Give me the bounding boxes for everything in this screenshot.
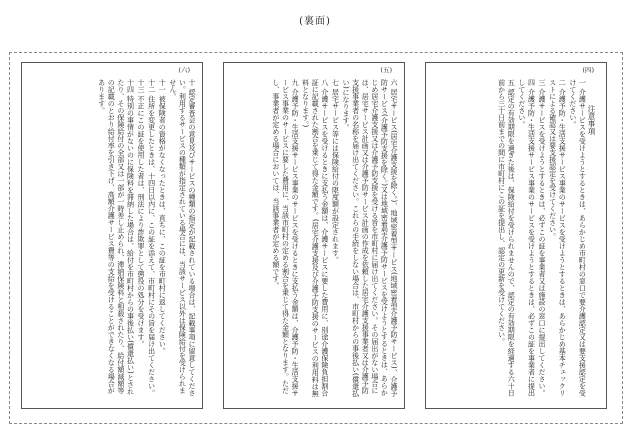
notice-item: 十四 特別の事情がないのに保険料を滞納した場合は、給付を市町村からの事後払い(償還払い)とされたり、その保険給付の全部又は一部が一時差し止められ、滞納保険料と相殺されたり、給付額減額等の記載のとおり給付率を引き下げ、高額介護サービス費等の支給を受けることができなくなる場合があります。 [97,79,135,395]
notice-item: 三 介護サービスを受けようとするときは、必ずこの証を事業者又は施設の窓口に提出してください。 [538,79,547,397]
notice-item: 二 介護予防・生活支援サービス事業のサービスを受けようとするときは、あらかじめ基本チェックリストによる確認又は要支援認定を受けてください。 [548,79,567,397]
panel-five [223,62,405,409]
document-frame [9,52,623,424]
panel-text [432,79,600,397]
notice-item: 十 認定審査会の意見及びサービスの種類の指定が記載されている場合は、記載事項に留意してください。利用するサービスの種類が指定されている場合には、当該サービス以外は保険給付を受けられません。 [168,79,196,397]
panel-four [425,62,607,409]
notice-item: 十二 住所を変更したときは、十四日以内に、この証を添えて、市町村にその旨を届け出てください。 [147,79,156,397]
panel-six [21,62,203,409]
notice-item: 十三 不正にこの証を使用した者は、刑法により詐欺罪として懲役の処分を受けます。 [137,79,146,348]
notice-item: 四 介護予防・生活支援サービス事業のサービスを受けようとするときは、必ずこの証を事業者に提出してください。 [517,79,536,397]
notice-item: 七 居宅サービス等には保険給付の限度額が設定されます。 [331,79,340,264]
panel-label: (六) [178,66,190,74]
notice-item: 八 介護サービスを受けるときに支払う金額は、介護サービスに要した費用に、別途介護保険負担割合証に記載された割合を乗じて得た金額です。(居宅介護支援及び介護予防支援のサービスの利用料は無料となります。) [301,79,329,397]
notice-item: 十一 被保険者の資格がなくなったときは、直ちに、この証を市町村に返してください。 [158,79,167,355]
panel-text [28,79,196,397]
panel-label: (五) [380,66,392,74]
notice-item: 六 居宅サービス(居宅介護支援を除く。)、地域密着型サービス(地域密着型介護予防サービス)、介護予防サービス(介護予防支援を除く。)又は地域密着型介護予防サービスを受けようとするときは、あらかじめ居宅介護支援又は介護予防支援を受ける旨を市町村に届け出てください。その届出がない場合には、居宅サービス計画又は介護予防サービス計画の作成を依頼した居宅介護支援事業者又は介護予防支援事業者の名称を届け出てください。これらの手続をしない場合は、市町村からの事後払い(償還払い)になります。 [342,79,398,397]
panel-label: (四) [582,66,594,74]
panel-text [230,79,398,397]
notice-item: 九 介護予防・生活支援サービス事業のサービスを受けるときに支払う金額は、介護予防・生活支援サービス事業のサービスに要した費用に、当該市町村の定める割合を乗じて得た金額となります。ただし、事業者が定める場合においては、当該事業者が定める額です。 [271,79,300,397]
page-title: (裏面) [299,16,331,27]
notice-item: 五 認定の有効期限を過ぎた後は、保険給付を受けられませんので、認定の有効期限を経過する六十日前から三十日前までの間に市町村にこの証を提出し、認定の更新を受けてください。 [497,79,516,397]
notice-heading: 注意事項 [587,105,596,135]
notice-item: 一 介護サービスを受けようとするときは、あらかじめ市町村の窓口で要介護認定又は要支援認定を受けてください。 [568,79,587,397]
